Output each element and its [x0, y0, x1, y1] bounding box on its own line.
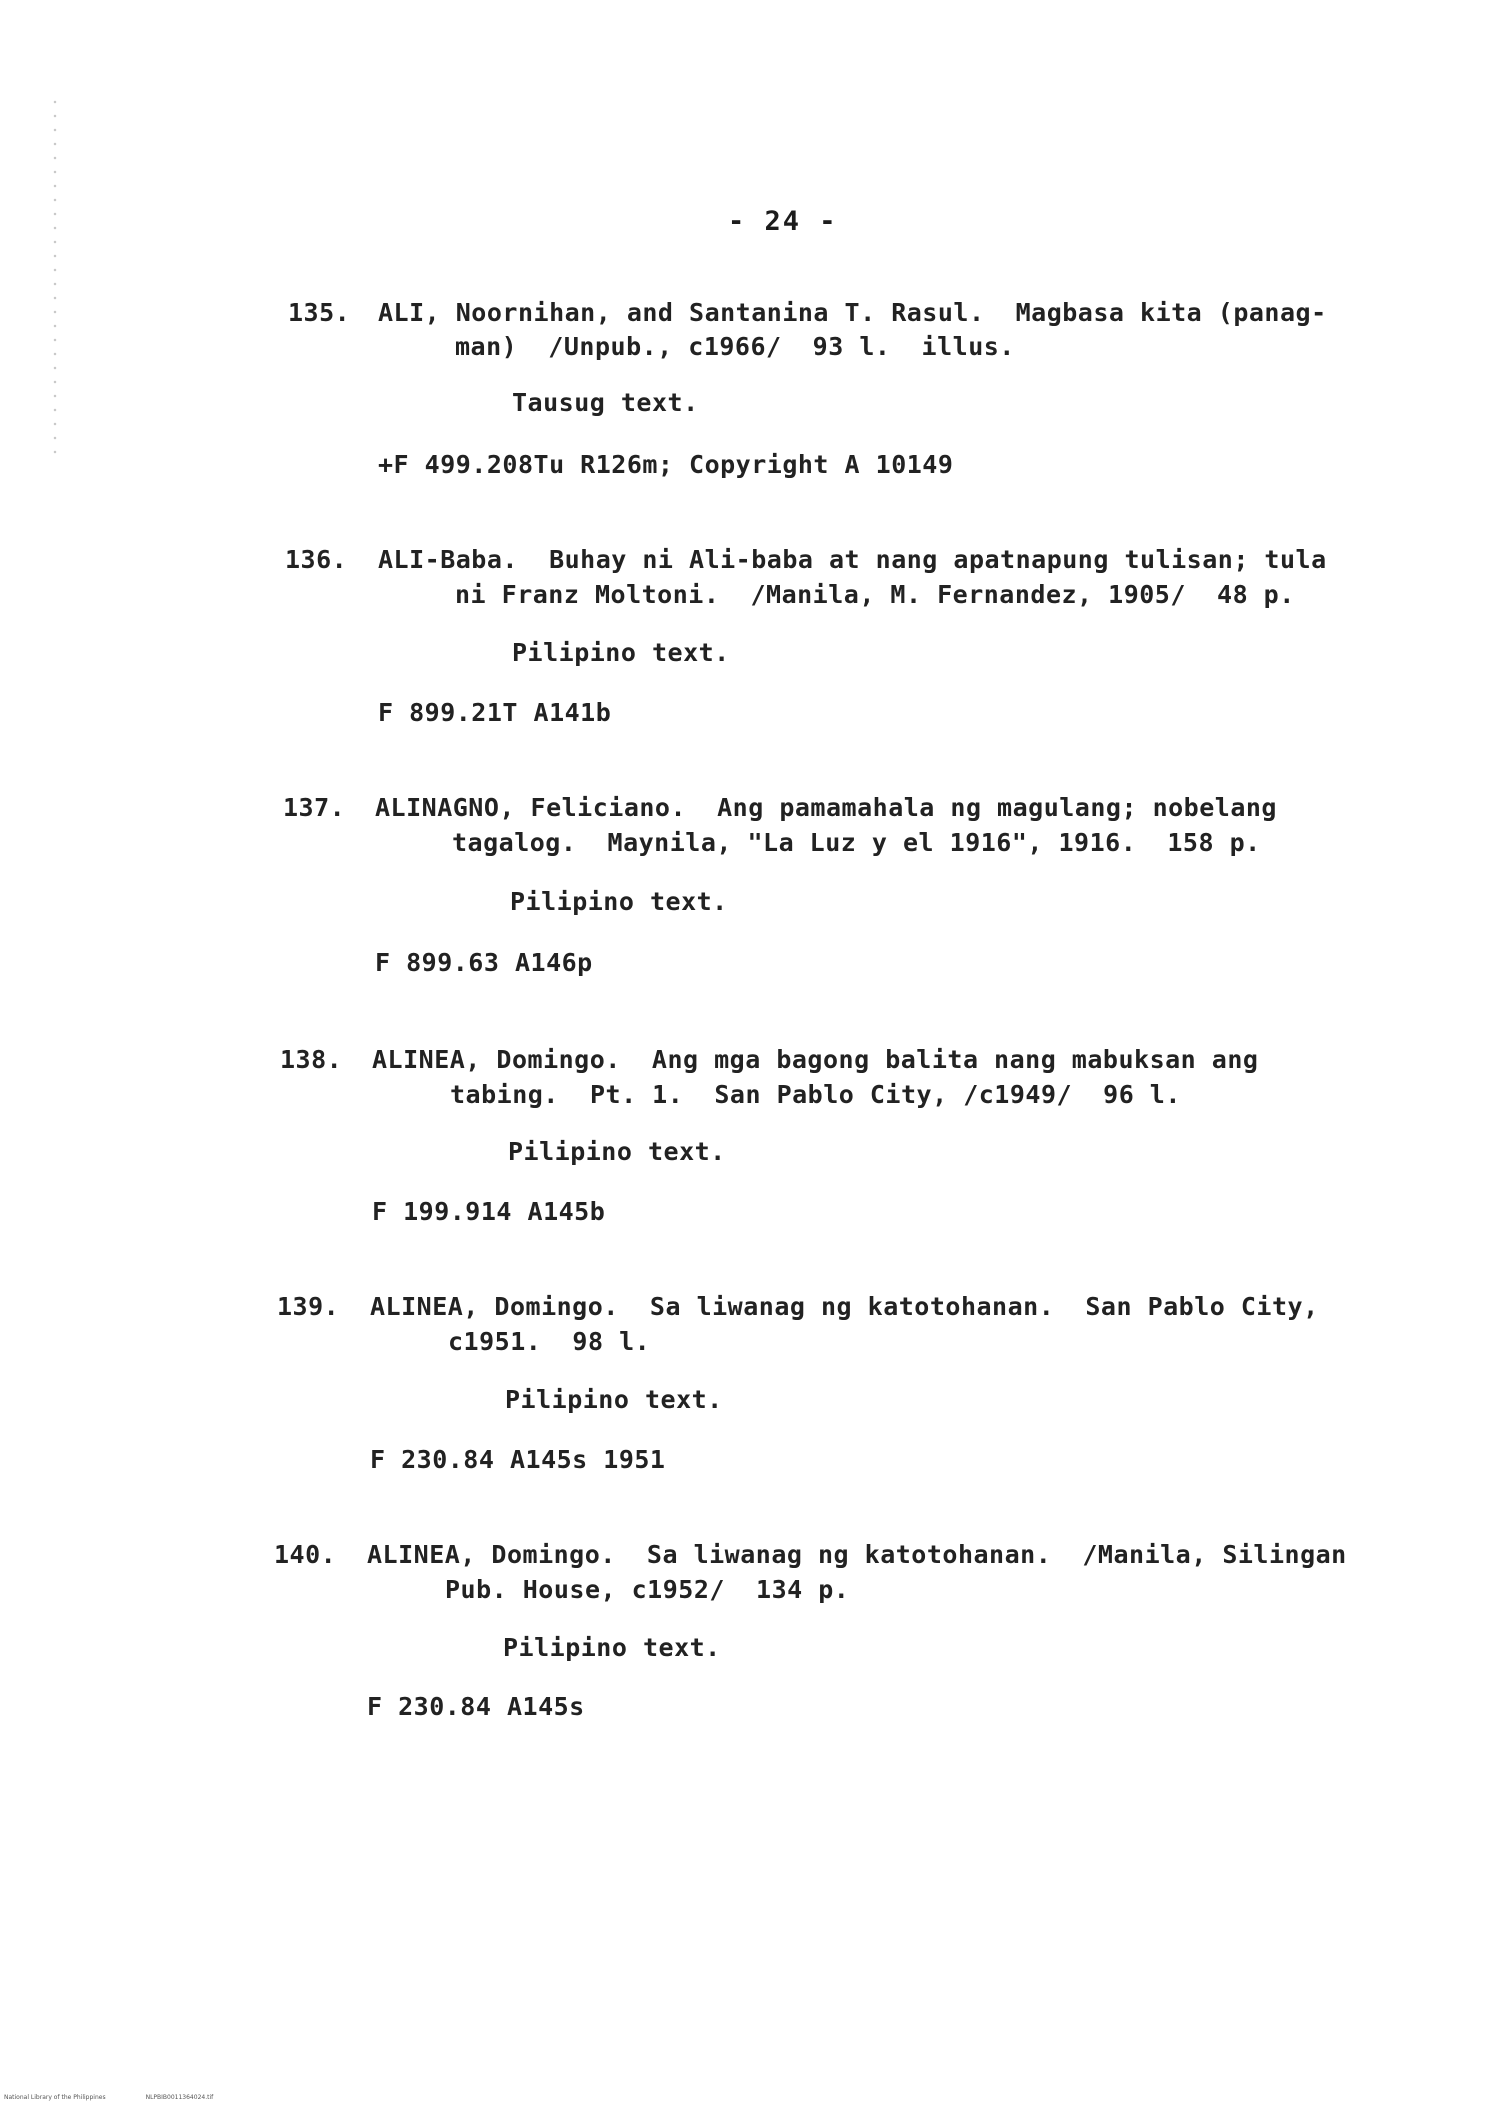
- footer-code: NLPBIB0011364024.tif: [145, 2094, 214, 2101]
- entry-title-continuation: Pub. House, c1952/ 134 p.: [445, 1575, 850, 1604]
- entry-title-line: ALINEA, Domingo. Sa liwanag ng katotohanan. /Manila, Silingan: [367, 1540, 1347, 1569]
- call-number: F 230.84 A145s: [367, 1692, 585, 1721]
- language-note: Pilipino text.: [508, 1137, 726, 1166]
- entry-title-continuation: man) /Unpub., c1966/ 93 l. illus.: [455, 332, 1015, 361]
- footer-library: National Library of the Philippines: [4, 2094, 106, 2101]
- call-number: F 230.84 A145s 1951: [370, 1445, 666, 1474]
- entry-title-line: ALI, Noornihan, and Santanina T. Rasul. Magbasa kita (panag-: [378, 298, 1327, 327]
- entry-title-continuation: tabing. Pt. 1. San Pablo City, /c1949/ 96 l.: [450, 1080, 1181, 1109]
- call-number: +F 499.208Tu R126m; Copyright A 10149: [378, 450, 954, 479]
- scan-speckles: [52, 95, 58, 455]
- entry-title-continuation: c1951. 98 l.: [448, 1327, 651, 1356]
- page-number: - 24 -: [728, 206, 838, 237]
- entry-title-continuation: ni Franz Moltoni. /Manila, M. Fernandez, 1905/ 48 p.: [455, 580, 1295, 609]
- entry-number: 139.: [277, 1292, 340, 1321]
- entry-number: 137.: [283, 793, 346, 822]
- call-number: F 199.914 A145b: [372, 1197, 606, 1226]
- language-note: Pilipino text.: [505, 1385, 723, 1414]
- language-note: Pilipino text.: [512, 638, 730, 667]
- scan-footer: [4, 2094, 213, 2101]
- entry-title-line: ALINEA, Domingo. Ang mga bagong balita nang mabuksan ang: [372, 1045, 1259, 1074]
- entry-title-line: ALINEA, Domingo. Sa liwanag ng katotohanan. San Pablo City,: [370, 1292, 1319, 1321]
- language-note: Pilipino text.: [510, 887, 728, 916]
- entry-number: 138.: [280, 1045, 343, 1074]
- entry-number: 135.: [288, 298, 351, 327]
- language-note: Pilipino text.: [503, 1633, 721, 1662]
- entry-title-line: ALI-Baba. Buhay ni Ali-baba at nang apatnapung tulisan; tula: [378, 545, 1327, 574]
- call-number: F 899.63 A146p: [375, 948, 593, 977]
- call-number: F 899.21T A141b: [378, 698, 612, 727]
- entry-number: 140.: [274, 1540, 337, 1569]
- entry-title-continuation: tagalog. Maynila, "La Luz y el 1916", 1916. 158 p.: [452, 828, 1261, 857]
- entry-title-line: ALINAGNO, Feliciano. Ang pamamahala ng magulang; nobelang: [375, 793, 1277, 822]
- language-note: Tausug text.: [512, 388, 699, 417]
- entry-number: 136.: [285, 545, 348, 574]
